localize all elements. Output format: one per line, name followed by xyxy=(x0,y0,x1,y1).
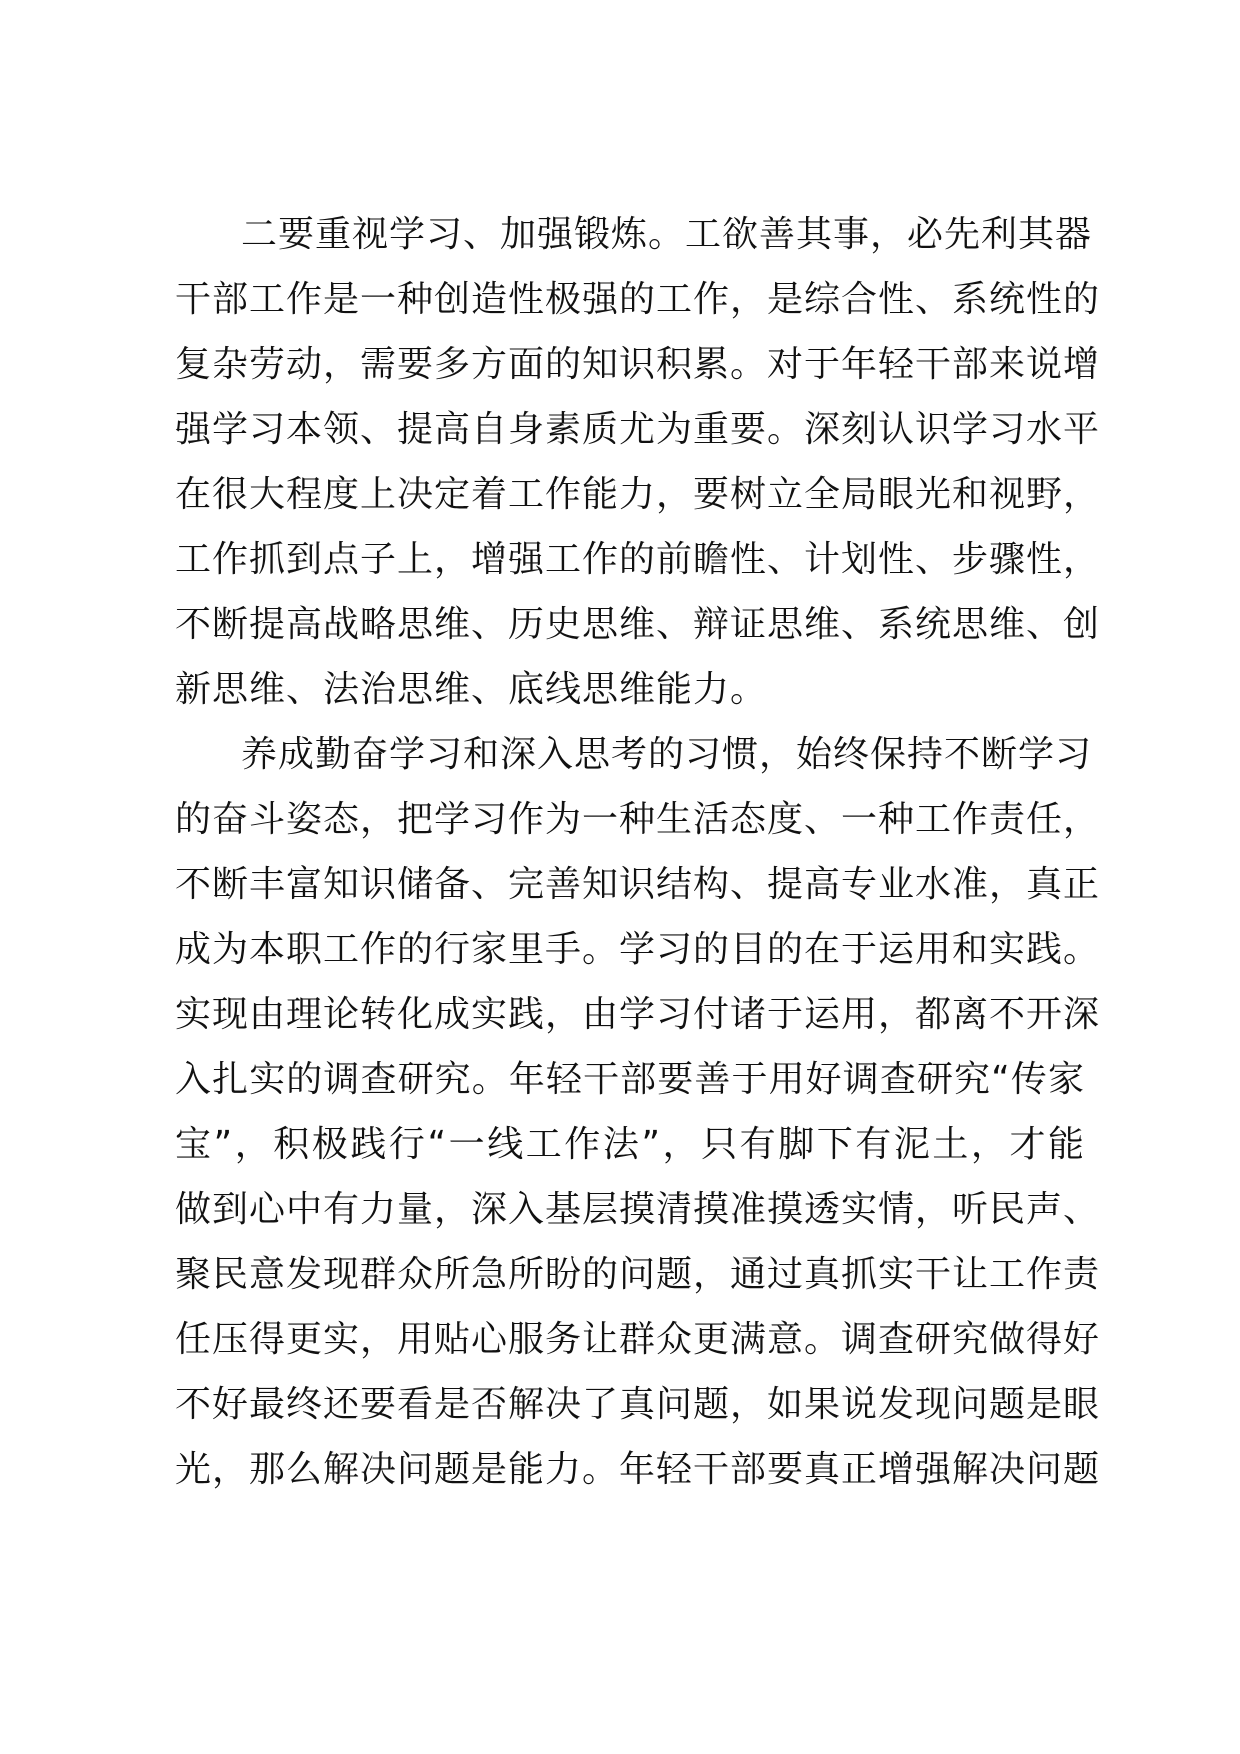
text-line: 二要重视学习、加强锻炼。工欲善其事，必先利其器 xyxy=(241,214,1093,255)
text-line: 实现由理论转化成实践，由学习付诸于运用，都离不开深 xyxy=(175,994,1101,1035)
paragraph-learning-habits xyxy=(175,722,1101,1502)
text-line: 任压得更实，用贴心服务让群众更满意。调查研究做得好 xyxy=(175,1319,1101,1360)
text-line: 做到心中有力量，深入基层摸清摸准摸透实情，听民声、 xyxy=(175,1189,1101,1230)
text-line: 不好最终还要看是否解决了真问题，如果说发现问题是眼 xyxy=(175,1384,1101,1425)
text-line: 不断丰富知识储备、完善知识结构、提高专业水准，真正 xyxy=(175,864,1101,905)
text-line: 养成勤奋学习和深入思考的习惯，始终保持不断学习 xyxy=(241,734,1093,775)
text-line: 强学习本领、提高自身素质尤为重要。深刻认识学习水平 xyxy=(175,409,1101,450)
text-line: 入扎实的调查研究。年轻干部要善于用好调查研究“传家 xyxy=(175,1059,1085,1100)
text-line: 光，那么解决问题是能力。年轻干部要真正增强解决问题 xyxy=(175,1449,1101,1490)
paragraph-study-and-training xyxy=(175,202,1101,722)
text-line: 复杂劳动，需要多方面的知识积累。对于年轻干部来说增 xyxy=(175,344,1101,385)
text-line: 工作抓到点子上，增强工作的前瞻性、计划性、步骤性， xyxy=(175,539,1101,580)
text-line: 宝”，积极践行“一线工作法”，只有脚下有泥土，才能 xyxy=(175,1124,1085,1165)
text-line: 成为本职工作的行家里手。学习的目的在于运用和实践。 xyxy=(175,929,1101,970)
text-line: 干部工作是一种创造性极强的工作，是综合性、系统性的 xyxy=(175,279,1101,320)
body-text xyxy=(175,202,1101,1502)
text-line: 新思维、法治思维、底线思维能力。 xyxy=(175,669,768,710)
text-line: 不断提高战略思维、历史思维、辩证思维、系统思维、创 xyxy=(175,604,1101,645)
text-line: 聚民意发现群众所急所盼的问题，通过真抓实干让工作责 xyxy=(175,1254,1101,1295)
text-line: 的奋斗姿态，把学习作为一种生活态度、一种工作责任， xyxy=(175,799,1101,840)
text-line: 在很大程度上决定着工作能力，要树立全局眼光和视野， xyxy=(175,474,1101,515)
